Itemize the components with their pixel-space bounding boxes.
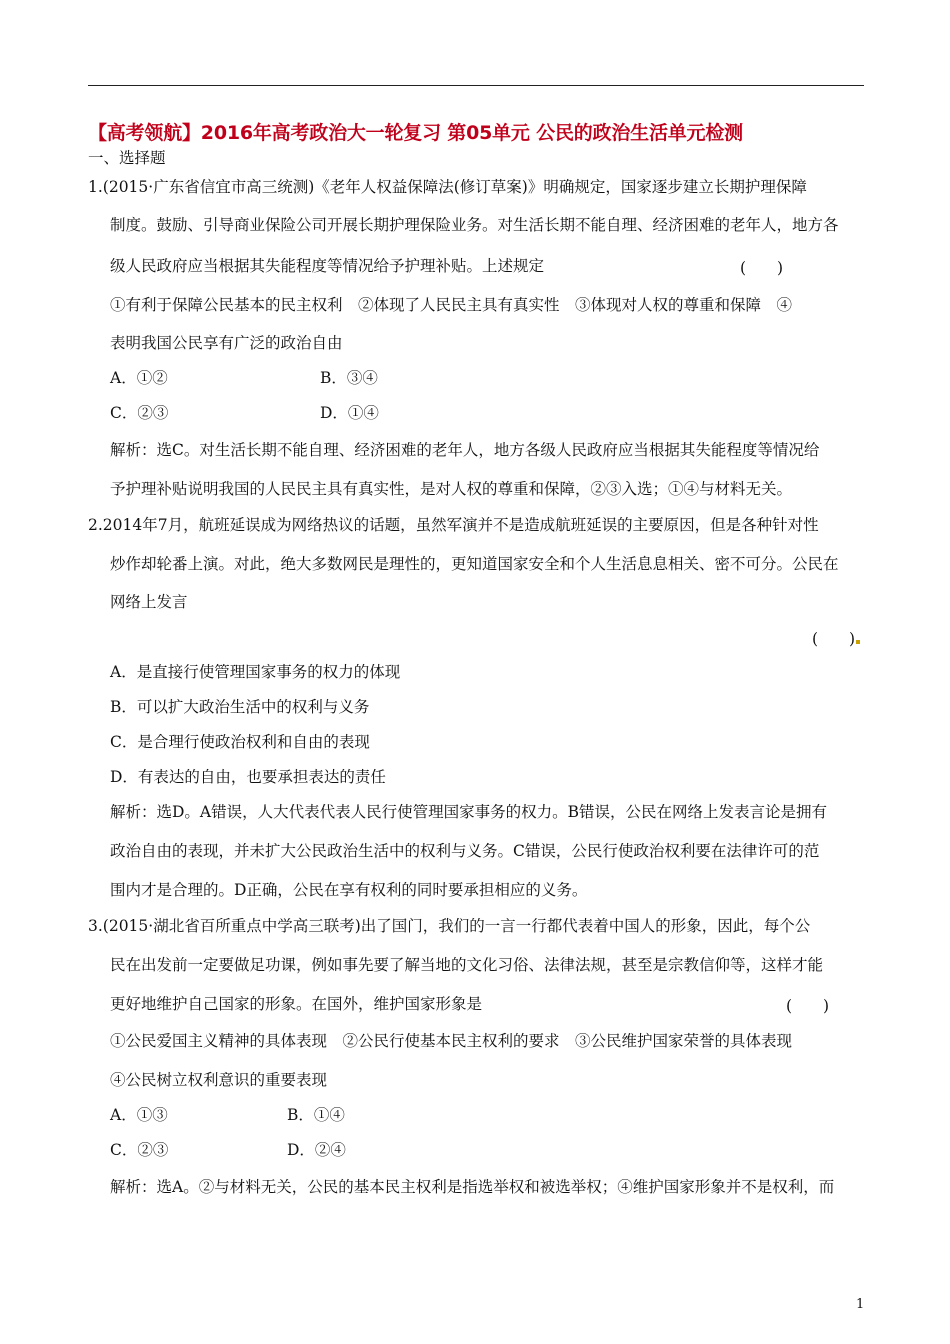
q1-stem-line-2: 制度。鼓励、引导商业保险公司开展长期护理保险业务。对生活长期不能自理、经济困难的老年人，地方各 [110,216,839,234]
q2-analysis-line-3: 围内才是合理的。D正确，公民在享有权利的同时要承担相应的义务。 [110,881,588,899]
q2-option-c: C．是合理行使政治权利和自由的表现 [110,733,370,751]
q1-option-c: C．②③ [110,404,169,422]
header-rule [88,85,864,86]
q2-stem-line-2: 炒作却轮番上演。对此，绝大多数网民是理性的，更知道国家安全和个人生活息息相关、密不可分。公民在 [110,555,839,573]
q3-option-c: C．②③ [110,1141,169,1159]
q3-stem-line-3: 更好地维护自己国家的形象。在国外，维护国家形象是 [110,995,483,1013]
q1-answer-blank: ( ) [740,259,784,277]
q3-item-line-1: ①公民爱国主义精神的具体表现 ②公民行使基本民主权利的要求 ③公民维护国家荣誉的具体表现 [110,1032,793,1050]
highlight-mark [856,640,860,644]
q3-option-b: B．①④ [287,1106,345,1124]
q3-stem-line-1: 3.(2015·湖北省百所重点中学高三联考)出了国门，我们的一言一行都代表着中国人的形象，因此，每个公 [88,917,811,935]
q3-answer-blank: ( ) [786,997,830,1015]
q2-stem-line-1: 2.2014年7月，航班延误成为网络热议的话题，虽然军演并不是造成航班延误的主要原因，但是各种针对性 [88,516,819,534]
q2-option-b: B．可以扩大政治生活中的权利与义务 [110,698,370,716]
q3-stem-line-2: 民在出发前一定要做足功课，例如事先要了解当地的文化习俗、法律法规，甚至是宗教信仰等，这样才能 [110,956,824,974]
page-number: 1 [856,1297,865,1312]
q3-item-line-2: ④公民树立权利意识的重要表现 [110,1071,328,1089]
q1-stem-line-1: 1.(2015·广东省信宜市高三统测)《老年人权益保障法(修订草案)》明确规定，国家逐步建立长期护理保障 [88,178,807,196]
q2-answer-blank [812,627,860,649]
q2-analysis-line-2: 政治自由的表现，并未扩大公民政治生活中的权利与义务。C错误，公民行使政治权利要在法律许可的范 [110,842,820,860]
q2-option-a: A．是直接行使管理国家事务的权力的体现 [110,663,401,681]
q1-analysis-line-2: 予护理补贴说明我国的人民民主具有真实性，是对人权的尊重和保障，②③入选；①④与材料无关。 [110,480,793,498]
q2-paren-text: ( ) [812,630,856,648]
section-heading: 一、选择题 [88,149,166,167]
q1-analysis-line-1: 解析：选C。对生活长期不能自理、经济困难的老年人，地方各级人民政府应当根据其失能程度等情况给 [110,441,820,459]
q2-option-d: D．有表达的自由，也要承担表达的责任 [110,768,386,786]
q3-analysis-line-1: 解析：选A。②与材料无关，公民的基本民主权利是指选举权和被选举权；④维护国家形象并不是权利，而 [110,1178,835,1196]
q1-item-line-2: 表明我国公民享有广泛的政治自由 [110,334,343,352]
q1-option-b: B．③④ [320,369,378,387]
page-title: 【高考领航】2016年高考政治大一轮复习 第05单元 公民的政治生活单元检测 [88,122,743,144]
q1-item-line-1: ①有利于保障公民基本的民主权利 ②体现了人民民主具有真实性 ③体现对人权的尊重和保障 ④ [110,296,793,314]
q1-stem-line-3: 级人民政府应当根据其失能程度等情况给予护理补贴。上述规定 [110,257,545,275]
q2-stem-line-3: 网络上发言 [110,593,188,611]
q3-option-a: A．①③ [110,1106,168,1124]
q3-option-d: D．②④ [287,1141,346,1159]
q2-analysis-line-1: 解析：选D。A错误，人大代表代表人民行使管理国家事务的权力。B错误，公民在网络上发表言论是拥有 [110,803,828,821]
q1-option-a: A．①② [110,369,168,387]
q1-option-d: D．①④ [320,404,379,422]
